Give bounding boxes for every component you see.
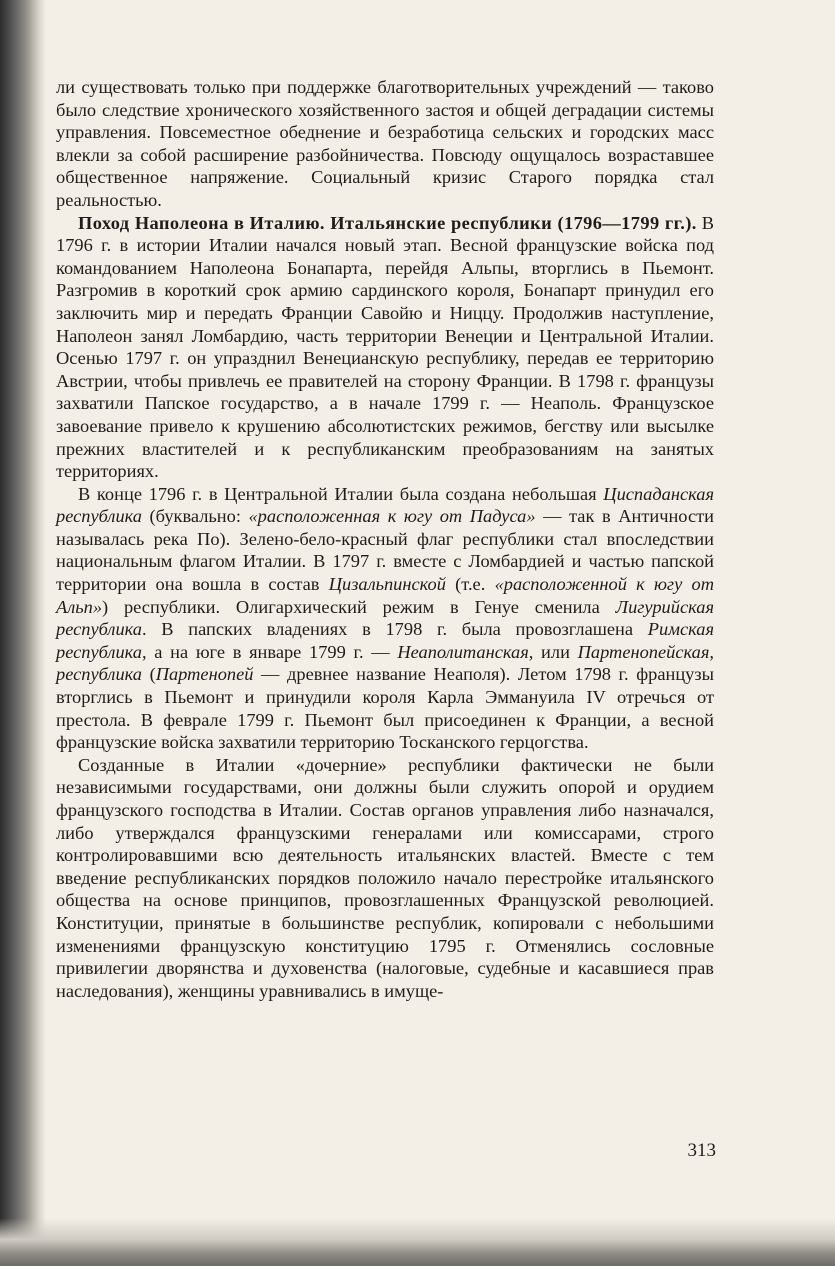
page-bottom-shadow — [0, 1218, 835, 1266]
italic-term: Партенопей — [155, 664, 254, 685]
italic-term: «расположенная к югу от Падуса» — [248, 506, 536, 527]
section-heading: Поход Наполеона в Италию. Итальянские республики (1796—1799 гг.). — [78, 212, 697, 233]
paragraph-4: Созданные в Италии «дочерние» республики фактически не были независимыми государствами, они должны были служить опорой и орудием французского господства в Италии. Состав органов управления либо назначался, либо утверждался французскими генералами или комиссарами, строго контролировавшими всю деятельность итальянских властей. Вместе с тем введение республиканских порядков положило начало перестройке итальянского общества на основе принципов, провозглашенных Французской революцией. Конституции, принятые в большинстве республик, копировали с небольшими изменениями французскую конституцию 1795 г. Отменялись сословные привилегии дворянства и духовенства (налоговые, судебные и касавшиеся прав наследования), женщины уравнивались в имуще- — [56, 754, 714, 1001]
text-run: , а на юге в январе 1799 г. — — [141, 641, 398, 662]
paragraph-1: ли существовать только при поддержке благотворительных учреждений — таково было следствие хронического хозяйственного застоя и общей деградации системы управления. Повсеместное обеднение и безработица сельских и городских масс влекли за собой расширение разбойничества. Повсюду ощущалось возраставшее общественное напряжение. Социальный кризис Старого порядка стал реальностью. — [56, 77, 714, 210]
italic-term: Цизальпинской — [328, 574, 446, 595]
page-number: 313 — [687, 1140, 716, 1161]
text-run: В конце 1796 г. в Центральной Италии была создана небольшая — [78, 483, 604, 504]
text-run: (т.е. — [445, 574, 495, 595]
italic-term: Партенопейская, республика — [56, 641, 715, 685]
italic-term: Циспаданская республика — [56, 483, 714, 527]
text-run: . В папских владениях в 1798 г. была провозглашена — [141, 619, 648, 640]
text-run: (буквально: — [141, 506, 249, 527]
paragraph-2-text: В 1796 г. в истории Италии начался новый этап. Весной французские войска под командованием Наполеона Бонапарта, перейдя Альпы, вторглись в Пьемонт. Разгромив в короткий срок армию сардинского короля, Бонапарт принудил его заключить мир и передать Франции Савойю и Ниццу. Продолжив наступление, Наполеон занял Ломбардию, часть территории Венеции и Центральной Италии. Осенью 1797 г. он упразднил Венецианскую республику, передав ее территорию Австрии, чтобы привлечь ее правителей на сторону Франции. В 1798 г. французы захватили Папское государство, а в начале 1799 г. — Неаполь. Французское завоевание привело к крушению абсолютистских режимов, бегству или высылке прежних властителей и к республиканским преобразованиям на занятых территориях. — [56, 212, 714, 482]
page-text — [56, 76, 714, 1002]
paragraph-2 — [56, 212, 714, 483]
text-run: , или — [528, 641, 578, 662]
italic-term: Римская республика — [56, 619, 714, 662]
text-run: ( — [141, 664, 156, 685]
italic-term: Лигурийская республика — [56, 596, 714, 640]
book-spine-shadow — [0, 0, 46, 1266]
italic-term: Неаполитанская — [397, 641, 529, 662]
text-run: — древнее название Неаполя). Летом 1798 г. французы вторглись в Пьемонт и принудили короля Карла Эммануила IV отречься от престола. В феврале 1799 г. Пьемонт был присоединен к Франции, а весной французские войска захватили территорию Тосканского герцогства. — [56, 664, 714, 753]
text-run: ) республики. Олигархический режим в Генуе сменила — [102, 596, 616, 617]
text-run: — так в Античности называлась река По). Зелено-бело-красный флаг республики стал впоследствии национальным флагом Италии. В 1797 г. вместе с Ломбардией и частью папской территории она вошла в состав — [56, 506, 714, 595]
paragraph-3 — [56, 483, 714, 754]
italic-term: «расположенной к югу от Альп» — [56, 574, 714, 617]
